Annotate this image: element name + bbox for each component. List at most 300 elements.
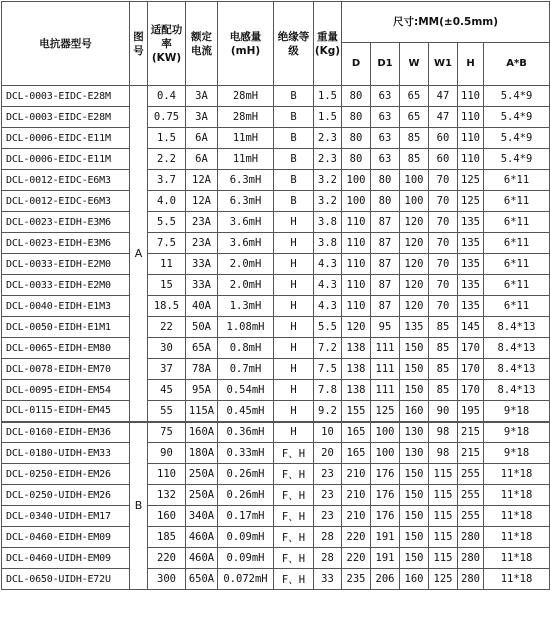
insulation-cell: B	[274, 86, 314, 107]
h-cell: 110	[458, 149, 484, 170]
d1-cell: 191	[371, 527, 400, 548]
current-cell: 50A	[186, 317, 218, 338]
power-cell: 37	[148, 359, 186, 380]
current-cell: 6A	[186, 149, 218, 170]
table-row	[2, 569, 550, 590]
d-cell: 80	[342, 107, 371, 128]
h-cell: 255	[458, 464, 484, 485]
weight-cell: 3.2	[314, 170, 342, 191]
power-cell: 90	[148, 443, 186, 464]
w-cell: 135	[400, 317, 429, 338]
model-cell: DCL-0460-UIDH-EM09	[2, 548, 130, 569]
insulation-cell: B	[274, 170, 314, 191]
d-cell: 80	[342, 149, 371, 170]
figure-group-cell: A	[130, 86, 148, 422]
table-row	[2, 506, 550, 527]
insulation-cell: F、H	[274, 548, 314, 569]
table-row	[2, 275, 550, 296]
w1-cell: 70	[429, 233, 458, 254]
current-cell: 650A	[186, 569, 218, 590]
w1-cell: 115	[429, 464, 458, 485]
table-row	[2, 149, 550, 170]
power-cell: 160	[148, 506, 186, 527]
weight-cell: 4.3	[314, 254, 342, 275]
weight-cell: 23	[314, 485, 342, 506]
current-cell: 40A	[186, 296, 218, 317]
d1-cell: 176	[371, 506, 400, 527]
w1-cell: 115	[429, 506, 458, 527]
table-row	[2, 317, 550, 338]
d1-cell: 176	[371, 485, 400, 506]
current-cell: 12A	[186, 170, 218, 191]
table-row	[2, 338, 550, 359]
w-cell: 150	[400, 359, 429, 380]
w-cell: 120	[400, 275, 429, 296]
model-cell: DCL-0012-EIDC-E6M3	[2, 170, 130, 191]
inductance-cell: 0.072mH	[218, 569, 274, 590]
inductance-cell: 0.36mH	[218, 422, 274, 443]
w1-cell: 70	[429, 191, 458, 212]
weight-cell: 9.2	[314, 401, 342, 422]
w-cell: 150	[400, 527, 429, 548]
inductance-cell: 0.26mH	[218, 485, 274, 506]
w1-cell: 70	[429, 170, 458, 191]
axb-cell: 11*18	[484, 527, 550, 548]
h-cell: 135	[458, 296, 484, 317]
table-row	[2, 422, 550, 443]
h-cell: 215	[458, 422, 484, 443]
d1-cell: 87	[371, 296, 400, 317]
power-cell: 300	[148, 569, 186, 590]
insulation-cell: B	[274, 107, 314, 128]
current-cell: 250A	[186, 464, 218, 485]
d-cell: 110	[342, 254, 371, 275]
power-cell: 55	[148, 401, 186, 422]
model-cell: DCL-0340-UIDH-EM17	[2, 506, 130, 527]
axb-cell: 11*18	[484, 506, 550, 527]
w-cell: 150	[400, 464, 429, 485]
axb-cell: 9*18	[484, 401, 550, 422]
axb-cell: 6*11	[484, 296, 550, 317]
model-cell: DCL-0023-EIDH-E3M6	[2, 233, 130, 254]
w1-cell: 70	[429, 296, 458, 317]
w1-cell: 60	[429, 149, 458, 170]
d-cell: 155	[342, 401, 371, 422]
d1-cell: 100	[371, 422, 400, 443]
inductance-cell: 1.08mH	[218, 317, 274, 338]
power-cell: 30	[148, 338, 186, 359]
weight-cell: 23	[314, 464, 342, 485]
model-cell: DCL-0050-EIDH-E1M1	[2, 317, 130, 338]
insulation-cell: H	[274, 380, 314, 401]
current-cell: 160A	[186, 422, 218, 443]
current-cell: 33A	[186, 254, 218, 275]
d-cell: 210	[342, 464, 371, 485]
h-cell: 110	[458, 107, 484, 128]
axb-cell: 6*11	[484, 191, 550, 212]
w1-cell: 90	[429, 401, 458, 422]
d1-cell: 111	[371, 380, 400, 401]
d-cell: 110	[342, 233, 371, 254]
h-cell: 125	[458, 191, 484, 212]
d1-cell: 191	[371, 548, 400, 569]
w1-cell: 60	[429, 128, 458, 149]
power-cell: 15	[148, 275, 186, 296]
current-cell: 115A	[186, 401, 218, 422]
insulation-cell: H	[274, 212, 314, 233]
inductance-cell: 11mH	[218, 149, 274, 170]
model-cell: DCL-0460-EIDH-EM09	[2, 527, 130, 548]
w1-cell: 70	[429, 254, 458, 275]
w1-cell: 115	[429, 485, 458, 506]
d1-cell: 176	[371, 464, 400, 485]
weight-cell: 33	[314, 569, 342, 590]
current-cell: 78A	[186, 359, 218, 380]
table-row	[2, 485, 550, 506]
model-cell: DCL-0006-EIDC-E11M	[2, 149, 130, 170]
table-row	[2, 401, 550, 422]
figure-group-cell: B	[130, 422, 148, 590]
axb-cell: 6*11	[484, 254, 550, 275]
model-cell: DCL-0078-EIDH-EM70	[2, 359, 130, 380]
power-cell: 18.5	[148, 296, 186, 317]
header-dim-h: H	[458, 43, 484, 86]
axb-cell: 6*11	[484, 233, 550, 254]
table-row	[2, 464, 550, 485]
table-row	[2, 443, 550, 464]
d-cell: 220	[342, 527, 371, 548]
weight-cell: 3.2	[314, 191, 342, 212]
power-cell: 4.0	[148, 191, 186, 212]
w1-cell: 85	[429, 338, 458, 359]
d1-cell: 111	[371, 359, 400, 380]
w1-cell: 125	[429, 569, 458, 590]
w-cell: 85	[400, 128, 429, 149]
inductance-cell: 3.6mH	[218, 233, 274, 254]
w-cell: 100	[400, 170, 429, 191]
current-cell: 340A	[186, 506, 218, 527]
model-cell: DCL-0250-UIDH-EM26	[2, 485, 130, 506]
d-cell: 165	[342, 443, 371, 464]
axb-cell: 6*11	[484, 212, 550, 233]
header-dim-w: W	[400, 43, 429, 86]
weight-cell: 3.8	[314, 212, 342, 233]
inductance-cell: 2.0mH	[218, 254, 274, 275]
weight-cell: 1.5	[314, 107, 342, 128]
d-cell: 110	[342, 296, 371, 317]
model-cell: DCL-0033-EIDH-E2M0	[2, 254, 130, 275]
d1-cell: 63	[371, 149, 400, 170]
w-cell: 150	[400, 338, 429, 359]
axb-cell: 5.4*9	[484, 107, 550, 128]
inductance-cell: 0.7mH	[218, 359, 274, 380]
inductance-cell: 28mH	[218, 107, 274, 128]
h-cell: 255	[458, 485, 484, 506]
power-cell: 7.5	[148, 233, 186, 254]
insulation-cell: H	[274, 359, 314, 380]
w1-cell: 98	[429, 443, 458, 464]
insulation-cell: H	[274, 317, 314, 338]
axb-cell: 5.4*9	[484, 149, 550, 170]
inductance-cell: 0.54mH	[218, 380, 274, 401]
weight-cell: 28	[314, 527, 342, 548]
model-cell: DCL-0650-UIDH-E72U	[2, 569, 130, 590]
axb-cell: 11*18	[484, 569, 550, 590]
w-cell: 100	[400, 191, 429, 212]
inductance-cell: 0.33mH	[218, 443, 274, 464]
h-cell: 215	[458, 443, 484, 464]
current-cell: 12A	[186, 191, 218, 212]
table-row	[2, 254, 550, 275]
power-cell: 75	[148, 422, 186, 443]
h-cell: 280	[458, 527, 484, 548]
w-cell: 150	[400, 548, 429, 569]
power-cell: 132	[148, 485, 186, 506]
insulation-cell: B	[274, 191, 314, 212]
header-insulation: 绝缘等级	[274, 2, 314, 86]
weight-cell: 4.3	[314, 296, 342, 317]
d-cell: 138	[342, 380, 371, 401]
model-cell: DCL-0003-EIDC-E28M	[2, 107, 130, 128]
model-cell: DCL-0065-EIDH-EM80	[2, 338, 130, 359]
w-cell: 120	[400, 296, 429, 317]
table-row	[2, 191, 550, 212]
model-cell: DCL-0012-EIDC-E6M3	[2, 191, 130, 212]
h-cell: 170	[458, 359, 484, 380]
axb-cell: 11*18	[484, 548, 550, 569]
h-cell: 170	[458, 380, 484, 401]
table-row	[2, 296, 550, 317]
axb-cell: 6*11	[484, 170, 550, 191]
power-cell: 0.75	[148, 107, 186, 128]
model-cell: DCL-0250-EIDH-EM26	[2, 464, 130, 485]
w1-cell: 115	[429, 527, 458, 548]
h-cell: 280	[458, 569, 484, 590]
d1-cell: 87	[371, 275, 400, 296]
d-cell: 220	[342, 548, 371, 569]
current-cell: 95A	[186, 380, 218, 401]
d-cell: 120	[342, 317, 371, 338]
inductance-cell: 0.17mH	[218, 506, 274, 527]
w1-cell: 85	[429, 317, 458, 338]
inductance-cell: 1.3mH	[218, 296, 274, 317]
table-row	[2, 86, 550, 107]
w-cell: 120	[400, 212, 429, 233]
axb-cell: 8.4*13	[484, 317, 550, 338]
axb-cell: 8.4*13	[484, 359, 550, 380]
table-header	[2, 2, 550, 86]
h-cell: 195	[458, 401, 484, 422]
d-cell: 138	[342, 359, 371, 380]
inductance-cell: 0.8mH	[218, 338, 274, 359]
weight-cell: 3.8	[314, 233, 342, 254]
insulation-cell: H	[274, 422, 314, 443]
current-cell: 6A	[186, 128, 218, 149]
table-body	[2, 86, 550, 590]
d-cell: 165	[342, 422, 371, 443]
weight-cell: 7.5	[314, 359, 342, 380]
w1-cell: 85	[429, 359, 458, 380]
d-cell: 138	[342, 338, 371, 359]
power-cell: 45	[148, 380, 186, 401]
power-cell: 5.5	[148, 212, 186, 233]
model-cell: DCL-0023-EIDH-E3M6	[2, 212, 130, 233]
insulation-cell: F、H	[274, 506, 314, 527]
model-cell: DCL-0003-EIDC-E28M	[2, 86, 130, 107]
table-row	[2, 527, 550, 548]
table-row	[2, 170, 550, 191]
power-cell: 1.5	[148, 128, 186, 149]
power-cell: 110	[148, 464, 186, 485]
w-cell: 150	[400, 506, 429, 527]
header-weight: 重量 (Kg)	[314, 2, 342, 86]
inductance-cell: 28mH	[218, 86, 274, 107]
axb-cell: 11*18	[484, 464, 550, 485]
insulation-cell: H	[274, 233, 314, 254]
d1-cell: 95	[371, 317, 400, 338]
insulation-cell: H	[274, 254, 314, 275]
d1-cell: 100	[371, 443, 400, 464]
insulation-cell: B	[274, 149, 314, 170]
axb-cell: 9*18	[484, 422, 550, 443]
inductance-cell: 0.09mH	[218, 548, 274, 569]
current-cell: 3A	[186, 86, 218, 107]
w1-cell: 47	[429, 86, 458, 107]
w-cell: 150	[400, 380, 429, 401]
model-cell: DCL-0040-EIDH-E1M3	[2, 296, 130, 317]
w1-cell: 98	[429, 422, 458, 443]
header-weight-unit: (Kg)	[314, 44, 341, 57]
w-cell: 120	[400, 233, 429, 254]
table-row	[2, 359, 550, 380]
w-cell: 130	[400, 422, 429, 443]
header-power-unit: (KW)	[151, 51, 182, 64]
current-cell: 460A	[186, 527, 218, 548]
table-row	[2, 128, 550, 149]
weight-cell: 7.8	[314, 380, 342, 401]
weight-cell: 20	[314, 443, 342, 464]
d1-cell: 63	[371, 86, 400, 107]
power-cell: 11	[148, 254, 186, 275]
axb-cell: 9*18	[484, 443, 550, 464]
power-cell: 185	[148, 527, 186, 548]
header-current: 额定电流	[186, 2, 218, 86]
header-dim-w1: W1	[429, 43, 458, 86]
header-power: 适配功率 (KW)	[148, 2, 186, 86]
current-cell: 180A	[186, 443, 218, 464]
table-row	[2, 380, 550, 401]
header-dim-axb: A*B	[484, 43, 550, 86]
h-cell: 135	[458, 275, 484, 296]
inductance-cell: 11mH	[218, 128, 274, 149]
w-cell: 160	[400, 401, 429, 422]
model-cell: DCL-0095-EIDH-EM54	[2, 380, 130, 401]
weight-cell: 28	[314, 548, 342, 569]
d1-cell: 80	[371, 191, 400, 212]
current-cell: 23A	[186, 233, 218, 254]
power-cell: 3.7	[148, 170, 186, 191]
d1-cell: 80	[371, 170, 400, 191]
power-cell: 220	[148, 548, 186, 569]
d-cell: 80	[342, 128, 371, 149]
header-figure: 图号	[130, 2, 148, 86]
w1-cell: 115	[429, 548, 458, 569]
current-cell: 460A	[186, 548, 218, 569]
header-dimensions: 尺寸:MM(±0.5mm)	[342, 2, 550, 43]
h-cell: 110	[458, 86, 484, 107]
inductance-cell: 2.0mH	[218, 275, 274, 296]
d1-cell: 87	[371, 233, 400, 254]
d-cell: 210	[342, 506, 371, 527]
weight-cell: 7.2	[314, 338, 342, 359]
weight-cell: 2.3	[314, 128, 342, 149]
d-cell: 110	[342, 212, 371, 233]
w-cell: 85	[400, 149, 429, 170]
inductance-cell: 6.3mH	[218, 191, 274, 212]
power-cell: 22	[148, 317, 186, 338]
inductance-cell: 0.09mH	[218, 527, 274, 548]
h-cell: 125	[458, 170, 484, 191]
power-cell: 2.2	[148, 149, 186, 170]
insulation-cell: F、H	[274, 527, 314, 548]
model-cell: DCL-0180-UIDH-EM33	[2, 443, 130, 464]
d1-cell: 206	[371, 569, 400, 590]
axb-cell: 8.4*13	[484, 380, 550, 401]
h-cell: 255	[458, 506, 484, 527]
inductance-cell: 0.26mH	[218, 464, 274, 485]
w-cell: 160	[400, 569, 429, 590]
insulation-cell: F、H	[274, 485, 314, 506]
w-cell: 120	[400, 254, 429, 275]
table-row	[2, 212, 550, 233]
model-cell: DCL-0006-EIDC-E11M	[2, 128, 130, 149]
h-cell: 110	[458, 128, 484, 149]
table-row	[2, 107, 550, 128]
w-cell: 150	[400, 485, 429, 506]
inductance-cell: 6.3mH	[218, 170, 274, 191]
w-cell: 65	[400, 107, 429, 128]
d1-cell: 111	[371, 338, 400, 359]
axb-cell: 8.4*13	[484, 338, 550, 359]
axb-cell: 6*11	[484, 275, 550, 296]
weight-cell: 1.5	[314, 86, 342, 107]
axb-cell: 11*18	[484, 485, 550, 506]
h-cell: 135	[458, 212, 484, 233]
w1-cell: 70	[429, 212, 458, 233]
header-model: 电抗器型号	[2, 2, 130, 86]
header-inductance-unit: (mH)	[230, 44, 261, 57]
inductance-cell: 0.45mH	[218, 401, 274, 422]
w-cell: 130	[400, 443, 429, 464]
current-cell: 23A	[186, 212, 218, 233]
insulation-cell: H	[274, 401, 314, 422]
w1-cell: 47	[429, 107, 458, 128]
insulation-cell: F、H	[274, 464, 314, 485]
inductance-cell: 3.6mH	[218, 212, 274, 233]
axb-cell: 5.4*9	[484, 86, 550, 107]
weight-cell: 23	[314, 506, 342, 527]
weight-cell: 4.3	[314, 275, 342, 296]
h-cell: 145	[458, 317, 484, 338]
header-dim-d: D	[342, 43, 371, 86]
current-cell: 3A	[186, 107, 218, 128]
header-inductance: 电感量 (mH)	[218, 2, 274, 86]
d1-cell: 63	[371, 128, 400, 149]
w1-cell: 70	[429, 275, 458, 296]
model-cell: DCL-0160-EIDH-EM36	[2, 422, 130, 443]
d-cell: 235	[342, 569, 371, 590]
reactor-spec-table	[1, 1, 550, 590]
